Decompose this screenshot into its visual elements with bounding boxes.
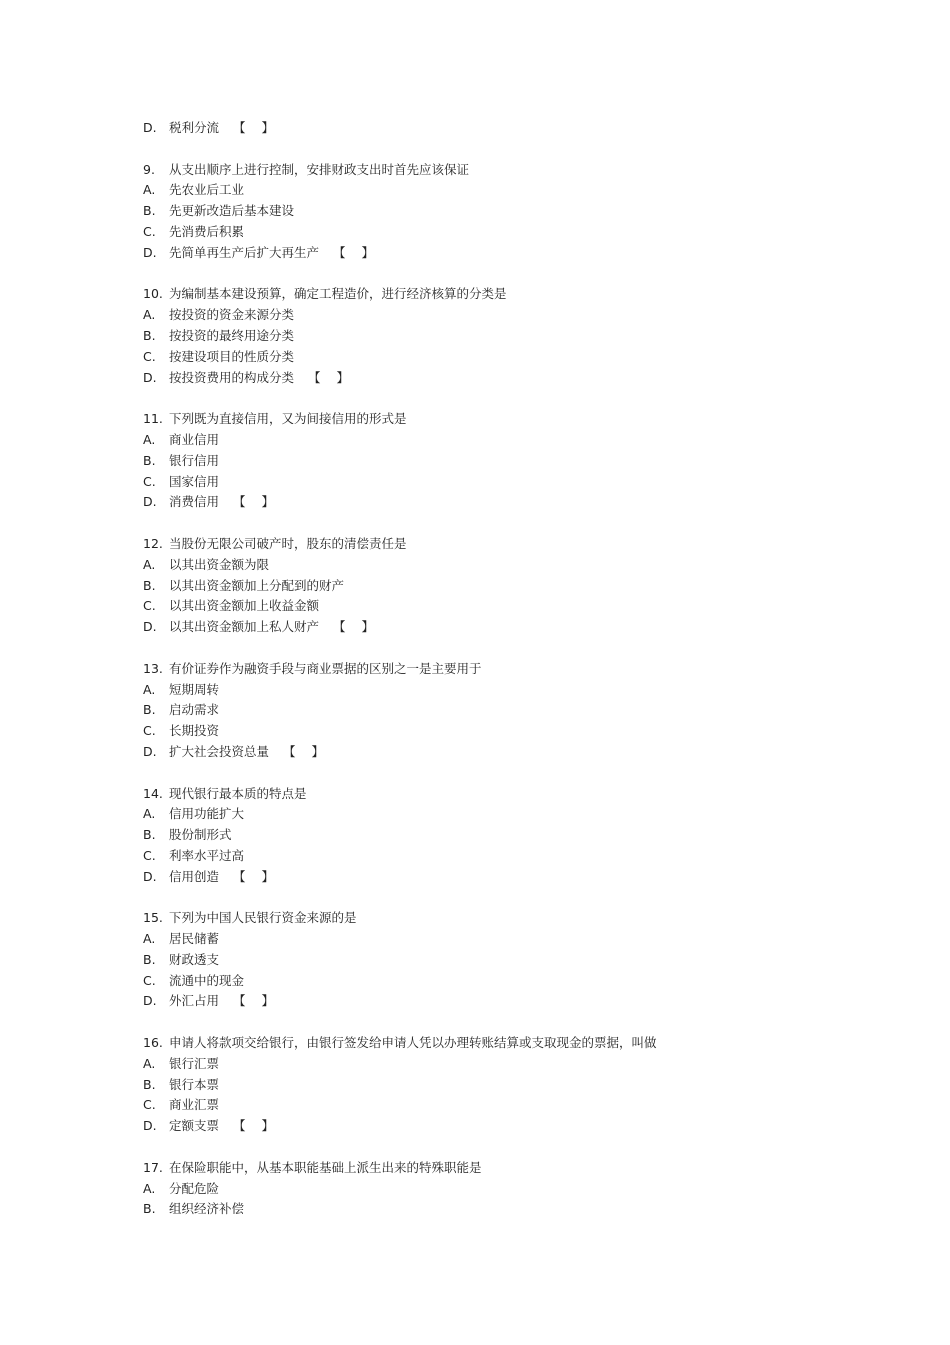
option-text: 启动需求 (168, 702, 219, 718)
question-stem (143, 908, 903, 929)
question-stem (143, 659, 903, 680)
question-text: 现代银行最本质的特点是 (168, 785, 307, 801)
question-text: 在保险职能中，从基本职能基础上派生出来的特殊职能是 (168, 1159, 482, 1175)
option-text: 信用功能扩大 (168, 806, 244, 822)
answer-option (143, 867, 903, 888)
blank-line (143, 763, 903, 784)
option-label: C. (143, 847, 156, 863)
answer-option (143, 326, 903, 347)
option-label: B. (143, 702, 156, 718)
option-label: D. (143, 369, 157, 385)
answer-option (143, 1075, 903, 1096)
option-label: D. (143, 244, 157, 260)
answer-option (143, 680, 903, 701)
option-label: D. (143, 1118, 157, 1134)
option-label: C. (143, 348, 156, 364)
option-label: A. (143, 431, 156, 447)
option-text: 定额支票 (168, 1118, 219, 1134)
option-label: B. (143, 203, 156, 219)
option-text: 商业信用 (168, 431, 219, 447)
option-text: 先更新改造后基本建设 (168, 203, 294, 219)
answer-option (143, 222, 903, 243)
option-label: D. (143, 868, 157, 884)
question-text: 申请人将款项交给银行，由银行签发给申请人凭以办理转账结算或支取现金的票据，叫做 (168, 1035, 657, 1051)
blank-line (143, 139, 903, 160)
answer-option (143, 118, 903, 139)
option-text: 税利分流 (168, 120, 219, 135)
answer-option (143, 492, 903, 513)
option-label: B. (143, 1201, 156, 1217)
option-text: 财政透支 (168, 951, 219, 967)
answer-option (143, 576, 903, 597)
question-stem (143, 160, 903, 181)
option-text: 按投资的资金来源分类 (168, 307, 294, 323)
option-text: 先消费后积累 (168, 223, 244, 239)
answer-bracket: 【 】 (233, 494, 280, 510)
option-text: 分配危险 (168, 1180, 219, 1196)
option-text: 长期投资 (168, 723, 219, 739)
question-number: 15. (143, 910, 163, 926)
answer-option (143, 929, 903, 950)
question-number: 14. (143, 785, 163, 801)
blank-line (143, 887, 903, 908)
answer-option (143, 617, 903, 638)
answer-option (143, 180, 903, 201)
option-text: 流通中的现金 (168, 972, 244, 988)
answer-option (143, 430, 903, 451)
answer-option (143, 825, 903, 846)
answer-bracket: 【 】 (233, 868, 280, 884)
answer-option (143, 243, 903, 264)
option-text: 按建设项目的性质分类 (168, 348, 294, 364)
option-label: C. (143, 972, 156, 988)
option-label: A. (143, 1180, 156, 1196)
option-text: 利率水平过高 (168, 847, 244, 863)
option-label: A. (143, 1055, 156, 1071)
answer-option (143, 804, 903, 825)
answer-option (143, 201, 903, 222)
answer-option (143, 368, 903, 389)
answer-option (143, 555, 903, 576)
question-text: 有价证券作为融资手段与商业票据的区别之一是主要用于 (168, 660, 482, 676)
option-label: B. (143, 951, 156, 967)
answer-option (143, 472, 903, 493)
option-text: 短期周转 (168, 681, 219, 697)
answer-bracket: 【 】 (333, 619, 380, 635)
option-label: B. (143, 577, 156, 593)
option-label: D. (143, 619, 157, 635)
answer-bracket: 【 】 (333, 244, 380, 260)
option-label: A. (143, 806, 156, 822)
answer-option (143, 347, 903, 368)
question-stem (143, 534, 903, 555)
blank-line (143, 638, 903, 659)
option-text: 扩大社会投资总量 (168, 743, 269, 759)
option-label: A. (143, 931, 156, 947)
option-text: 按投资费用的构成分类 (168, 369, 294, 385)
option-text: 先简单再生产后扩大再生产 (168, 244, 319, 260)
option-label: D. (143, 120, 157, 135)
option-text: 股份制形式 (168, 827, 232, 843)
answer-option (143, 950, 903, 971)
question-number: 16. (143, 1035, 163, 1051)
question-text: 下列为中国人民银行资金来源的是 (168, 910, 357, 926)
option-label: C. (143, 473, 156, 489)
option-label: C. (143, 723, 156, 739)
option-label: C. (143, 1097, 156, 1113)
document-page (143, 118, 903, 1220)
option-text: 银行本票 (168, 1076, 219, 1092)
option-label: A. (143, 681, 156, 697)
blank-line (143, 1137, 903, 1158)
answer-option (143, 596, 903, 617)
answer-option (143, 721, 903, 742)
answer-option (143, 846, 903, 867)
option-label: B. (143, 827, 156, 843)
option-label: C. (143, 598, 156, 614)
answer-bracket: 【 】 (283, 743, 330, 759)
option-text: 组织经济补偿 (168, 1201, 244, 1217)
question-stem (143, 1158, 903, 1179)
option-text: 以其出资金额加上收益金额 (168, 598, 319, 614)
answer-option (143, 305, 903, 326)
question-number: 12. (143, 535, 163, 551)
option-label: A. (143, 307, 156, 323)
answer-option (143, 1116, 903, 1137)
option-text: 以其出资金额加上私人财产 (168, 619, 319, 635)
option-text: 居民储蓄 (168, 931, 219, 947)
option-text: 银行汇票 (168, 1055, 219, 1071)
question-text: 当股份无限公司破产时，股东的清偿责任是 (168, 535, 407, 551)
option-text: 按投资的最终用途分类 (168, 327, 294, 343)
answer-bracket: 【 】 (233, 120, 280, 135)
answer-option (143, 451, 903, 472)
question-number: 17. (143, 1159, 163, 1175)
option-label: A. (143, 556, 156, 572)
answer-option (143, 700, 903, 721)
answer-option (143, 1199, 903, 1220)
answer-option (143, 1054, 903, 1075)
option-label: C. (143, 223, 156, 239)
question-text: 下列既为直接信用，又为间接信用的形式是 (168, 411, 407, 427)
question-text: 为编制基本建设预算，确定工程造价，进行经济核算的分类是 (168, 286, 507, 302)
option-label: B. (143, 1076, 156, 1092)
question-number: 10. (143, 286, 163, 302)
option-text: 消费信用 (168, 494, 219, 510)
question-number: 11. (143, 411, 163, 427)
option-label: B. (143, 452, 156, 468)
answer-bracket: 【 】 (233, 1118, 280, 1134)
answer-option (143, 742, 903, 763)
blank-line (143, 388, 903, 409)
option-text: 以其出资金额为限 (168, 556, 269, 572)
option-label: D. (143, 993, 157, 1009)
answer-option (143, 1179, 903, 1200)
question-text: 从支出顺序上进行控制，安排财政支出时首先应该保证 (168, 161, 469, 177)
option-text: 商业汇票 (168, 1097, 219, 1113)
blank-line (143, 1012, 903, 1033)
question-number: 9. (143, 161, 155, 177)
option-label: D. (143, 743, 157, 759)
option-text: 国家信用 (168, 473, 219, 489)
answer-option (143, 971, 903, 992)
question-number: 13. (143, 660, 163, 676)
question-stem (143, 1033, 903, 1054)
question-stem (143, 784, 903, 805)
blank-line (143, 264, 903, 285)
answer-bracket: 【 】 (233, 993, 280, 1009)
option-label: D. (143, 494, 157, 510)
blank-line (143, 513, 903, 534)
option-text: 信用创造 (168, 868, 219, 884)
option-label: B. (143, 327, 156, 343)
answer-option (143, 991, 903, 1012)
option-text: 先农业后工业 (168, 182, 244, 198)
question-stem (143, 284, 903, 305)
option-label: A. (143, 182, 156, 198)
answer-option (143, 1095, 903, 1116)
question-stem (143, 409, 903, 430)
answer-bracket: 【 】 (308, 369, 355, 385)
option-text: 外汇占用 (168, 993, 219, 1009)
option-text: 以其出资金额加上分配到的财产 (168, 577, 344, 593)
option-text: 银行信用 (168, 452, 219, 468)
